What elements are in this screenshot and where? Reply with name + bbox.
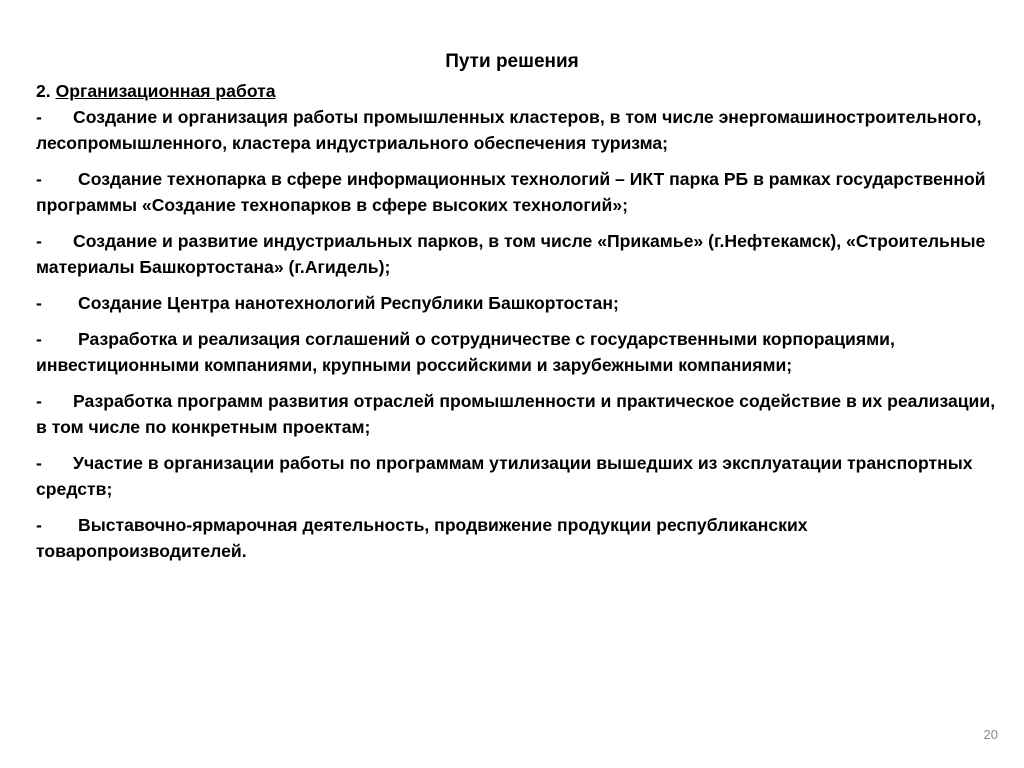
bullet-text: Создание и развитие индустриальных парков, в том числе «Прикамье» (г.Нефтекамск), «Строительные материалы Башкортостана» (г.Агидель); <box>36 231 986 277</box>
bullet-item <box>36 104 996 156</box>
bullet-item <box>36 326 996 378</box>
bullet-item <box>36 228 996 280</box>
bullet-item <box>36 290 996 316</box>
section-label: Организационная работа <box>55 81 276 101</box>
bullet-dash: - <box>36 515 42 535</box>
section-number: 2. <box>36 81 51 101</box>
bullet-text: Создание и организация работы промышленных кластеров, в том числе энергомашиностроительного, лесопромышленного, кластера индустриального обеспечения туризма; <box>36 107 982 153</box>
bullet-dash: - <box>36 329 42 349</box>
bullet-dash: - <box>36 107 42 127</box>
bullet-dash: - <box>36 231 42 251</box>
section-heading <box>36 78 996 104</box>
slide-content <box>36 78 996 574</box>
bullet-text: Разработка и реализация соглашений о сотрудничестве с государственными корпорациями, инвестиционными компаниями, крупными российскими и зарубежными компаниями; <box>36 329 895 375</box>
bullet-text: Создание технопарка в сфере информационных технологий – ИКТ парка РБ в рамках государственной программы «Создание технопарков в сфере высоких технологий»; <box>36 169 986 215</box>
bullet-dash: - <box>36 169 42 189</box>
bullet-item <box>36 512 996 564</box>
bullet-dash: - <box>36 391 42 411</box>
bullet-dash: - <box>36 453 42 473</box>
bullet-item <box>36 166 996 218</box>
bullet-text: Участие в организации работы по программам утилизации вышедших из эксплуатации транспортных средств; <box>36 453 973 499</box>
bullet-item <box>36 450 996 502</box>
bullet-text: Выставочно-ярмарочная деятельность, продвижение продукции республиканских товаропроизводителей. <box>36 515 808 561</box>
bullet-item <box>36 388 996 440</box>
bullet-dash: - <box>36 293 42 313</box>
bullet-text: Создание Центра нанотехнологий Республики Башкортостан; <box>78 293 619 313</box>
bullet-text: Разработка программ развития отраслей промышленности и практическое содействие в их реализации, в том числе по конкретным проектам; <box>36 391 996 437</box>
slide-title: Пути решения <box>445 51 579 72</box>
page-number: 20 <box>983 727 998 742</box>
